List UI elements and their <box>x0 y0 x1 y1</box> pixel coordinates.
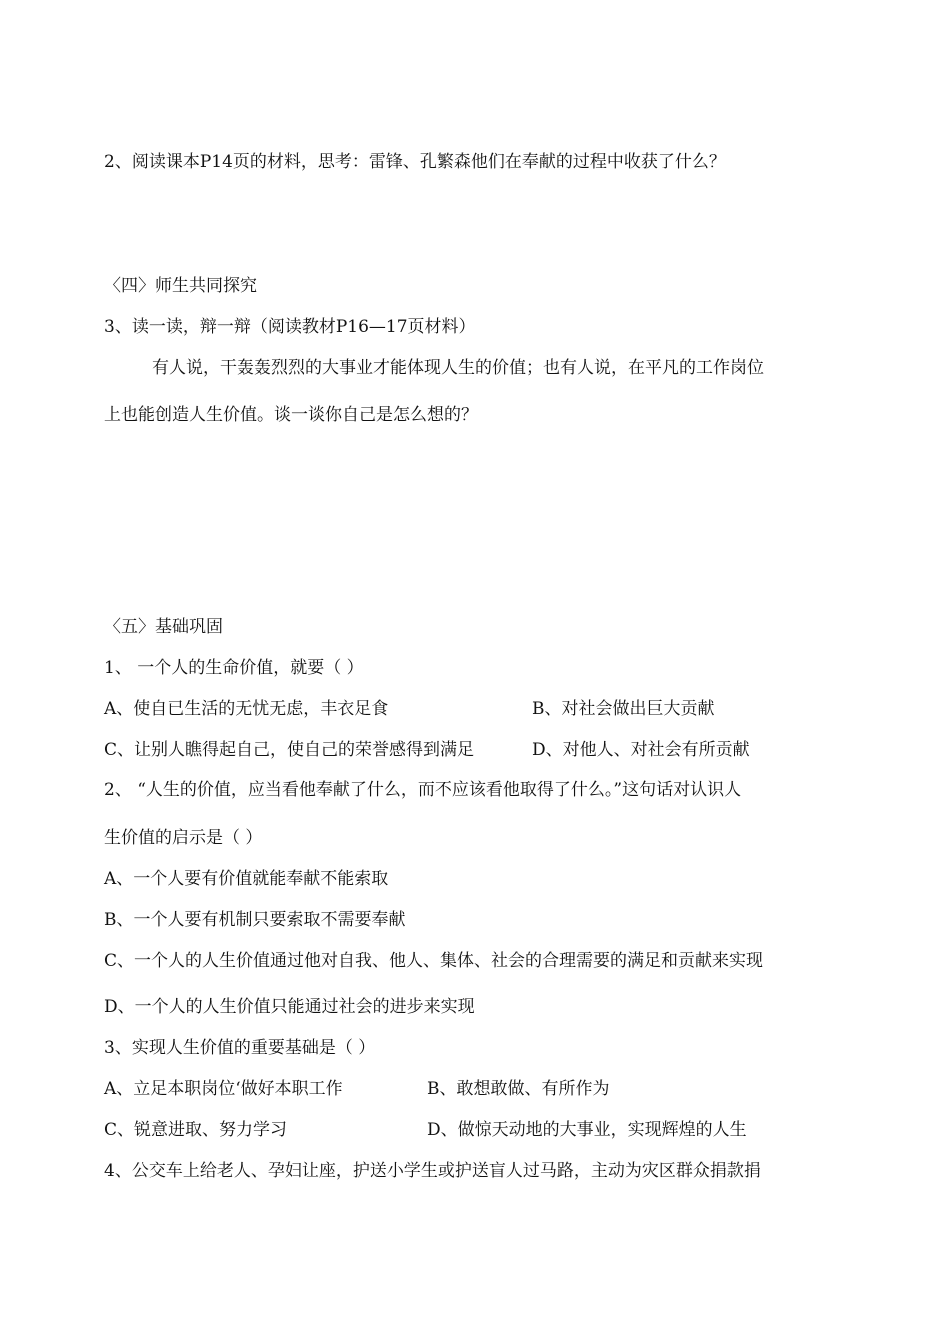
mc3-question: 3、实现人生价值的重要基础是（ ） <box>104 1038 376 1058</box>
question-3-read: 3、读一读，辩一辩（阅读教材P16—17页材料） <box>104 317 476 337</box>
mc3-option-d: D、做惊天动地的大事业，实现辉煌的人生 <box>427 1120 747 1140</box>
mc2-option-a: A、一个人要有价值就能奉献不能索取 <box>104 869 389 889</box>
mc4-question-line1: 4、公交车上给老人、孕妇让座，护送小学生或护送盲人过马路，主动为灾区群众捐款捐 <box>104 1161 761 1181</box>
question-3-text-line1: 有人说，干轰轰烈烈的大事业才能体现人生的价值；也有人说，在平凡的工作岗位 <box>152 358 764 378</box>
section-5-title: 〈五〉基础巩固 <box>104 617 223 637</box>
mc3-option-a: A、立足本职岗位‘做好本职工作 <box>104 1079 343 1099</box>
mc2-option-d: D、一个人的人生价值只能通过社会的进步来实现 <box>104 997 475 1017</box>
mc1-question: 1、 一个人的生命价值，就要（ ） <box>104 658 364 678</box>
mc2-question-line1: 2、 “人生的价值，应当看他奉献了什么，而不应该看他取得了什么。”这句话对认识人 <box>104 780 742 800</box>
mc3-option-b: B、敢想敢做、有所作为 <box>427 1079 610 1099</box>
mc1-option-b: B、对社会做出巨大贡献 <box>532 699 715 719</box>
mc1-option-c: C、让别人瞧得起自己，使自己的荣誉感得到满足 <box>104 740 475 760</box>
question-2-read: 2、阅读课本P14页的材料，思考：雷锋、孔繁森他们在奉献的过程中收获了什么？ <box>104 152 726 172</box>
section-4-title: 〈四〉师生共同探究 <box>104 276 257 296</box>
mc1-option-d: D、对他人、对社会有所贡献 <box>532 740 750 760</box>
mc1-option-a: A、使自已生活的无忧无虑，丰衣足食 <box>104 699 389 719</box>
mc3-option-c: C、锐意进取、努力学习 <box>104 1120 288 1140</box>
question-3-text-line2: 上也能创造人生价值。谈一谈你自己是怎么想的？ <box>104 405 478 425</box>
mc2-option-b: B、一个人要有机制只要索取不需要奉献 <box>104 910 406 930</box>
mc2-question-line2: 生价值的启示是（ ） <box>104 828 263 848</box>
mc2-option-c: C、一个人的人生价值通过他对自我、他人、集体、社会的合理需要的满足和贡献来实现 <box>104 951 764 971</box>
